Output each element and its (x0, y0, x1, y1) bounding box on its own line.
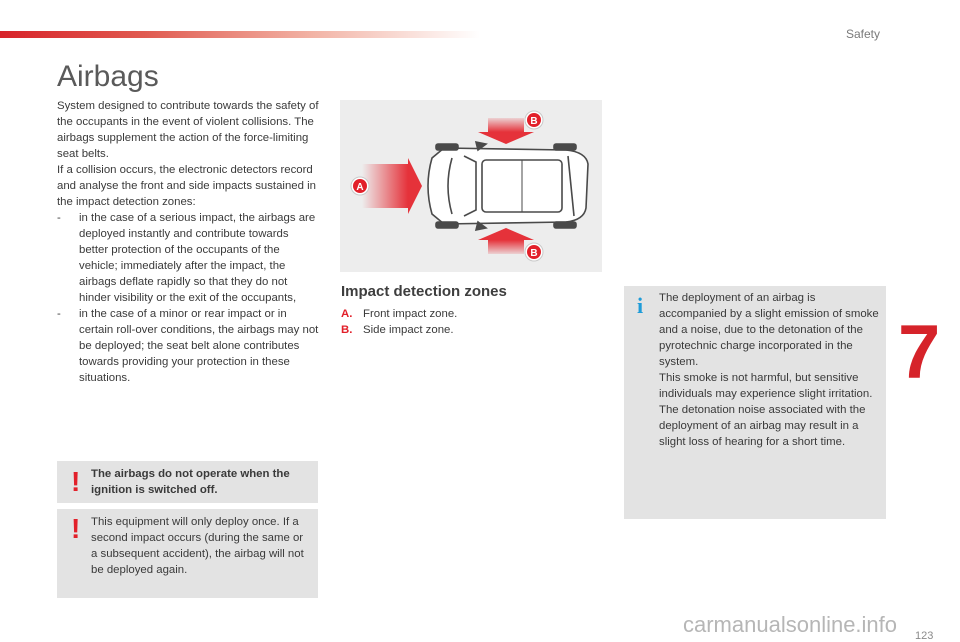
label-a: A (356, 182, 364, 193)
label-b: B (530, 248, 538, 259)
page-title: Airbags (57, 60, 159, 93)
impact-zone-diagram (340, 100, 602, 272)
legend-key: A. (341, 308, 353, 320)
legend-key: B. (341, 324, 353, 336)
info-paragraph-3: The detonation noise associated with the deployment of an airbag may result in a slight loss of hearing for a short time. (659, 404, 866, 448)
legend-item (341, 306, 457, 322)
list-item (57, 210, 319, 306)
label-a-badge (351, 177, 369, 195)
warning-box-ignition (57, 461, 318, 503)
label-b-badge-top (525, 111, 543, 129)
legend-text: Front impact zone. (363, 308, 458, 320)
list-item-text: in the case of a serious impact, the airbags are deployed instantly and contribute towards better protection of the occupants of the vehicle; immediately after the impact, the airbags deflate rapidly so that they do not hinder visibility or the exit of the occupants, (79, 212, 316, 304)
impact-zones-heading: Impact detection zones (341, 283, 507, 300)
label-b: B (530, 116, 538, 127)
info-paragraph-2: This smoke is not harmful, but sensitive individuals may experience slight irritation. (659, 372, 873, 400)
legend-item (341, 322, 457, 338)
front-impact-zone (362, 158, 422, 214)
warning-icon: ! (71, 466, 81, 497)
car-diagram-svg (340, 100, 602, 272)
warning-icon: ! (71, 513, 81, 544)
info-text (659, 290, 883, 450)
header-accent-bar (0, 31, 480, 38)
list-item-text: in the case of a minor or rear impact or in certain roll-over conditions, the airbags may not be deployed; the seat belt alone contributes towards providing your protection in these situations. (79, 308, 319, 384)
label-b-badge-bottom (525, 243, 543, 261)
watermark: carmanualsonline.info (683, 612, 898, 637)
warning-text: This equipment will only deploy once. If a second impact occurs (during the same or a subsequent accident), the airbag will not be deployed again. (91, 516, 304, 576)
page-number: 123 (915, 630, 934, 642)
car-top-view (428, 142, 588, 230)
intro-paragraph-2: If a collision occurs, the electronic detectors record and analyse the front and side impacts sustained in the impact detection zones: (57, 164, 316, 208)
list-dash: - (57, 308, 61, 320)
list-item (57, 306, 319, 386)
intro-paragraph-1: System designed to contribute towards the safety of the occupants in the event of violent collisions. The airbags supplement the action of the force-limiting seat belts. (57, 100, 319, 160)
warning-box-deploy-once (57, 509, 318, 598)
intro-text (57, 98, 319, 386)
chapter-number: 7 (898, 310, 941, 395)
list-dash: - (57, 212, 61, 224)
warning-text: The airbags do not operate when the ignition is switched off. (91, 468, 290, 496)
info-paragraph-1: The deployment of an airbag is accompanied by a slight emission of smoke and a noise, due to the detonation of the pyrotechnic charge incorporated in the system. (659, 292, 879, 368)
legend-text: Side impact zone. (363, 324, 454, 336)
info-icon: i (637, 293, 644, 318)
section-name: Safety (846, 27, 881, 41)
info-box-smoke-noise (624, 286, 886, 519)
impact-zones-legend (341, 306, 457, 338)
